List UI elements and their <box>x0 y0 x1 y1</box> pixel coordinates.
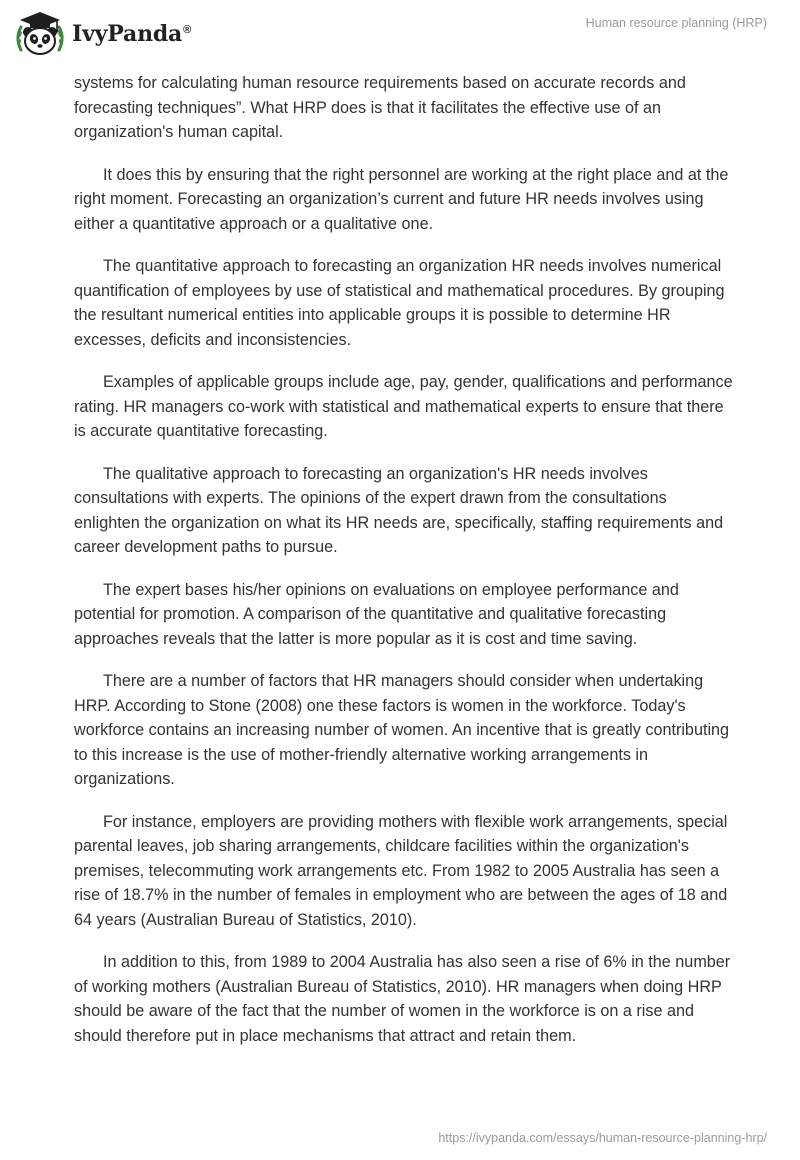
document-title: Human resource planning (HRP) <box>585 16 767 30</box>
source-url[interactable]: https://ivypanda.com/essays/human-resource-planning-hrp/ <box>438 1131 767 1145</box>
registered-mark: ® <box>183 23 192 36</box>
panda-graduation-cap-icon <box>14 8 66 60</box>
brand-name <box>72 21 191 47</box>
brand-name-text: IvyPanda <box>72 21 183 47</box>
paragraph-2: It does this by ensuring that the right personnel are working at the right place and at the right moment. Forecasting an organization’s current and future HR needs involves using either a quantitative approach or a qualitative one. <box>74 165 729 233</box>
paragraph-7: There are a number of factors that HR managers should consider when undertaking HRP. According to Stone (2008) one these factors is women in the workforce. Today's workforce contains an increasing number of women. An incentive that is greatly contributing to this increase is the use of mother-friendly alternative working arrangements in organizations. <box>74 672 730 788</box>
essay-body <box>74 71 734 1066</box>
paragraph-4: Examples of applicable groups include age, pay, gender, qualifications and performance rating. HR managers co-work with statistical and mathematical experts to ensure that there is accurate quantitative forecasting. <box>74 373 733 440</box>
paragraph-3: The quantitative approach to forecasting an organization HR needs involves numerical quantification of employees by use of statistical and mathematical procedures. By grouping the resultant numerical entities into applicable groups it is possible to determine HR excesses, deficits and inconsistencies. <box>74 257 725 349</box>
paragraph-6: The expert bases his/her opinions on evaluations on employee performance and potential for promotion. A comparison of the quantitative and qualitative forecasting approaches reveals that the latter is more popular as it is cost and time saving. <box>74 580 679 648</box>
paragraph-5: The qualitative approach to forecasting an organization's HR needs involves consultations with experts. The opinions of the expert drawn from the consultations enlighten the organization on what its HR needs are, specifically, staffing requirements and career development paths to pursue. <box>74 464 724 556</box>
paragraph-8: For instance, employers are providing mothers with flexible work arrangements, special parental leaves, job sharing arrangements, childcare facilities within the organization's premises, telecommuting work arrangements etc. From 1982 to 2005 Australia has seen a rise of 18.7% in the number of females in employment who are between the ages of 18 and 64 years (Australian Bureau of Statistics, 2010). <box>74 812 728 929</box>
paragraph-1: systems for calculating human resource requirements based on accurate records and forecasting techniques”. What HRP does is that it facilitates the effective use of an organization's human capital. <box>74 74 686 141</box>
page-header <box>0 0 800 70</box>
ivypanda-logo[interactable] <box>14 8 191 60</box>
paragraph-9: In addition to this, from 1989 to 2004 Australia has also seen a rise of 6% in the number of working mothers (Australian Bureau of Statistics, 2010). HR managers when doing HRP should be aware of the fact that the number of women in the workforce is on a rise and should therefore put in place mechanisms that attract and retain them. <box>74 953 731 1045</box>
